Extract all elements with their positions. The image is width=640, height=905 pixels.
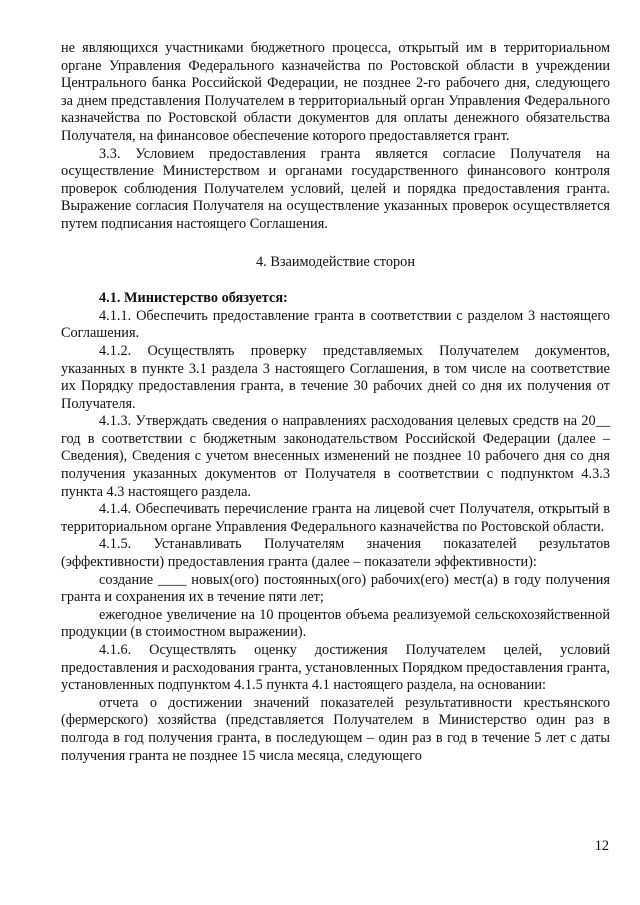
item-4-1-4: 4.1.4. Обеспечивать перечисление гранта на лицевой счет Получателя, открытый в территориальном органе Управления Федерального казначейства по Ростовской области. bbox=[61, 501, 610, 535]
item-4-1-6: 4.1.6. Осуществлять оценку достижения Получателем целей, условий предоставления и расходования гранта, установленных Порядком предоставления гранта, установленных подпунктом 4.1.5 пункта 4.1 настоящего раздела, на основании: bbox=[61, 642, 610, 694]
item-4-1-2: 4.1.2. Осуществлять проверку представляемых Получателем документов, указанных в пункте 3.1 раздела 3 настоящего Соглашения, в том числе на соответствие их Порядку предоставления гранта, в течение 30 рабочих дней со дня их получения от Получателя. bbox=[61, 342, 610, 412]
document-page bbox=[61, 40, 610, 765]
page-number: 12 bbox=[594, 838, 609, 854]
item-4-1-1: 4.1.1. Обеспечить предоставление гранта в соответствии с разделом 3 настоящего Соглашения. bbox=[61, 307, 610, 342]
section-title: 4. Взаимодействие сторон bbox=[256, 253, 415, 270]
paragraph-3-3-consent: 3.3. Условием предоставления гранта является согласие Получателя на осуществление Министерством и органами государственного финансового контроля проверок соблюдения Получателем условий, целей и порядка предоставления гранта. Выражение согласия Получателя на осуществление указанных проверок осуществляется путем подписания настоящего Соглашения. bbox=[61, 145, 610, 232]
subsection-title: 4.1. Министерство обязуется: bbox=[99, 290, 288, 307]
item-4-1-5: 4.1.5. Устанавливать Получателям значения показателей результатов (эффективности) предоставления гранта (далее – показатели эффективности): bbox=[61, 536, 610, 571]
item-production-increase: ежегодное увеличение на 10 процентов объема реализуемой сельскохозяйственной продукции (в стоимостном выражении). bbox=[61, 606, 610, 641]
paragraph-account-transfer: не являющихся участниками бюджетного процесса, открытый им в территориальном органе Управления Федерального казначейства по Ростовской области в учреждении Центрального банка Российской Федерации, не позднее 2-го рабочего дня, следующего за днем представления Получателем в территориальный орган Управления Федерального казначейства по Ростовской области документов для оплаты денежного обязательства Получателя, на финансовое обеспечение которого предоставляется грант. bbox=[61, 40, 610, 144]
item-jobs-creation: создание ____ новых(ого) постоянных(ого) рабочих(его) мест(а) в году получения гранта и сохранения их в течение пяти лет; bbox=[61, 571, 610, 606]
item-4-1-3: 4.1.3. Утверждать сведения о направлениях расходования целевых средств на 20__ год в соответствии с бюджетным законодательством Российской Федерации (далее – Сведения), Сведения с учетом внесенных изменений не позднее 10 рабочего дня со дня получения указанных документов от Получателя в соответствии с подпунктом 4.3.3 пункта 4.3 настоящего раздела. bbox=[61, 413, 610, 500]
item-report-basis: отчета о достижении значений показателей результативности крестьянского (фермерского) хозяйства (представляется Получателем в Министерство один раз в полгода в год получения гранта, в последующем – один раз в год в течение 5 лет с даты получения гранта не позднее 15 числа месяца, следующего bbox=[61, 694, 610, 764]
